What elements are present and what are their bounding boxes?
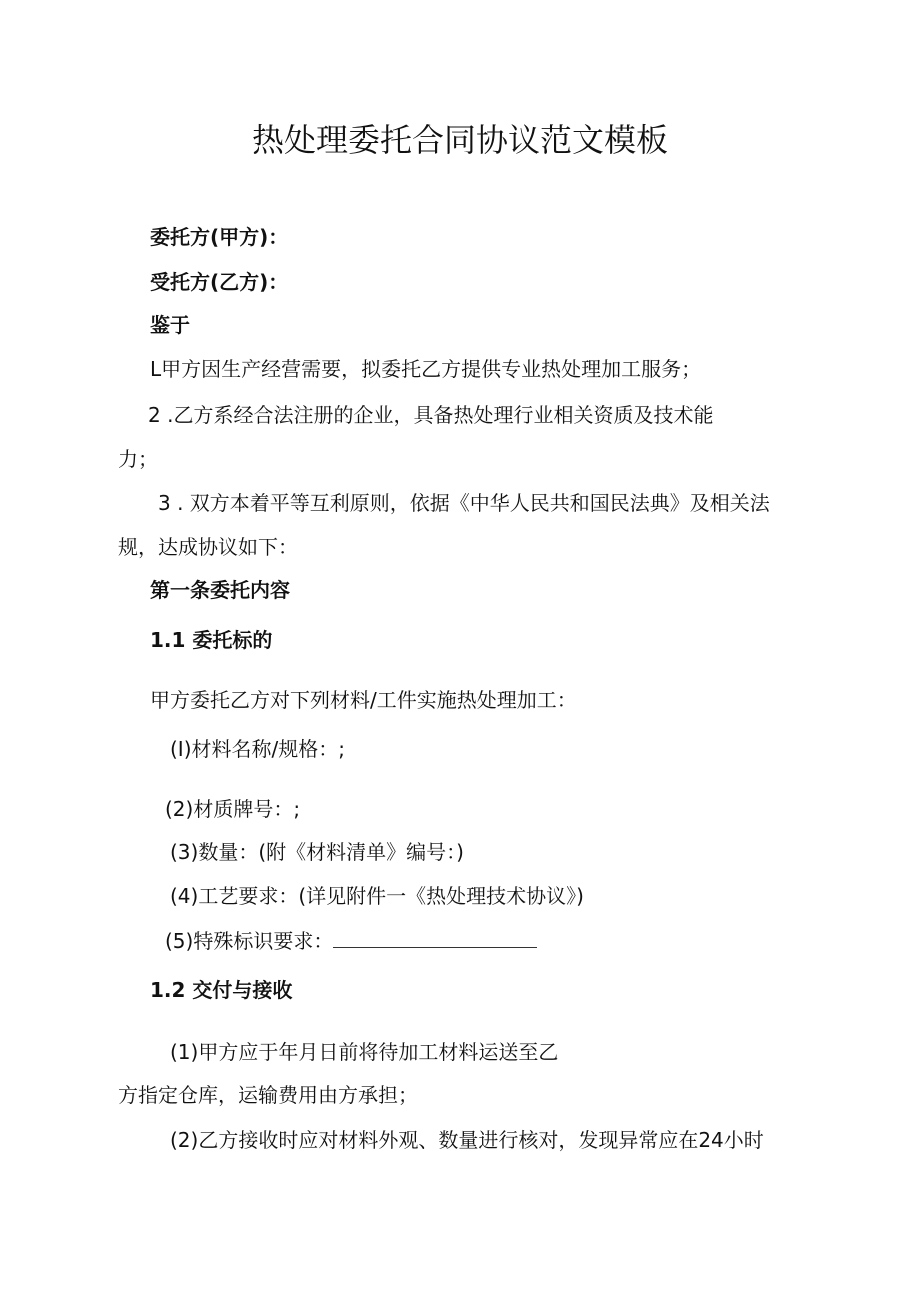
section-1-2-heading: 1.2 交付与接收: [150, 978, 293, 1002]
whereas-heading: 鉴于: [150, 313, 190, 337]
item-5-special-marking: [165, 927, 537, 955]
document-title: 热处理委托合同协议范文模板: [251, 121, 668, 159]
recital-3-line-1: 3 . 双方本着平等互利原则，依据《中华人民共和国民法典》及相关法: [158, 491, 770, 515]
item-1-material-name: (I)材料名称/规格：;: [170, 737, 345, 761]
delivery-1-line-2: 方指定仓库，运输费用由方承担；: [118, 1083, 418, 1107]
party-a-label: 委托方(甲方)：: [150, 225, 289, 249]
delivery-1-line-1: (1)甲方应于年月日前将待加工材料运送至乙: [170, 1040, 559, 1064]
item-2-material-grade: (2)材质牌号：;: [165, 797, 301, 821]
section-1-1-intro: 甲方委托乙方对下列材料/工件实施热处理加工：: [150, 688, 577, 712]
item-5-label: (5)特殊标识要求：: [165, 929, 334, 953]
recital-2-line-2: 力；: [118, 447, 158, 471]
article-1-heading: 第一条委托内容: [150, 578, 290, 602]
delivery-2-line-1: (2)乙方接收时应对材料外观、数量进行核对，发现异常应在24小时: [170, 1128, 764, 1152]
item-3-quantity: (3)数量：(附《材料清单》编号：): [170, 840, 464, 864]
recital-2-line-1: 2 .乙方系经合法注册的企业，具备热处理行业相关资质及技术能: [148, 403, 714, 427]
party-b-label: 受托方(乙方)：: [150, 270, 289, 294]
item-4-process-requirements: (4)工艺要求：(详见附件一《热处理技术协议》): [170, 884, 584, 908]
section-1-1-heading: 1.1 委托标的: [150, 628, 273, 652]
recital-1: L甲方因生产经营需要，拟委托乙方提供专业热处理加工服务；: [150, 357, 702, 381]
item-5-blank-line: [333, 929, 537, 948]
recital-3-line-2: 规，达成协议如下：: [118, 535, 298, 559]
